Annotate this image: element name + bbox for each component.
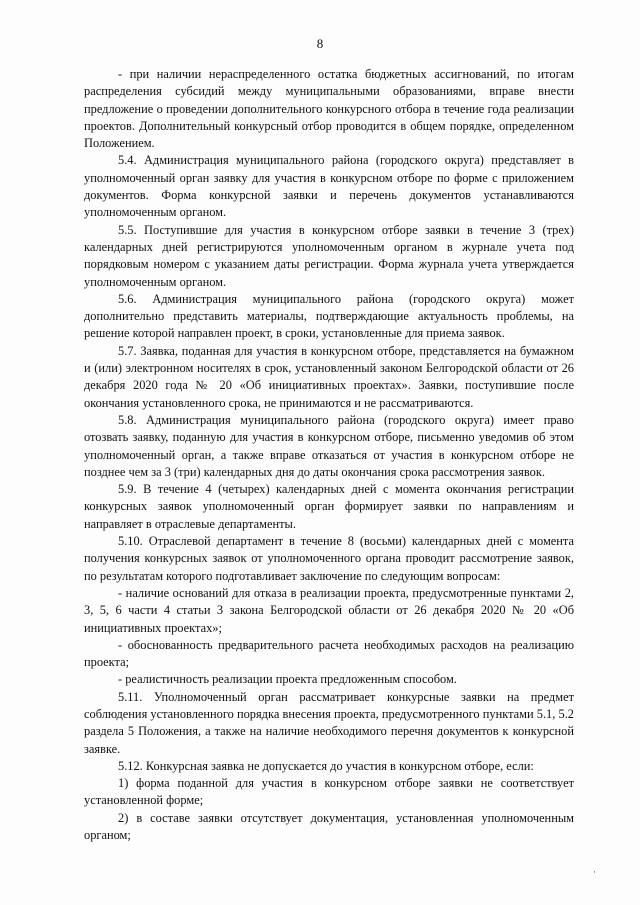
paragraph: 5.12. Конкурсная заявка не допускается до участия в конкурсном отборе, если: <box>118 758 534 773</box>
paragraph: 2) в составе заявки отсутствует документация, установленная уполномоченным органом; <box>84 810 574 843</box>
paragraph: 5.6. Администрация муниципального района (городского округа) может дополнительно представить материалы, подтверждающие актуальность проблемы, на решение которой направлен проект, в сроки, установленные для приема заявок. <box>84 291 574 341</box>
paragraph: - при наличии нераспределенного остатка бюджетных ассигнований, по итогам распределения субсидий между муниципальными образованиями, вправе внести предложение о проведении дополнительного конкурсного отбора в течение года реализации проектов. Дополнительный конкурсный отбор проводится в общем порядке, определенном Положением. <box>84 67 574 151</box>
paragraph: - наличие оснований для отказа в реализации проекта, предусмотренные пунктами 2, 3, 5, 6 части 4 статьи 3 закона Белгородской области от 26 декабря 2020 № 20 «Об инициативных проектах»; <box>84 585 574 635</box>
paragraph: - обоснованность предварительного расчета необходимых расходов на реализацию проекта; <box>84 637 574 670</box>
paragraph: 5.9. В течение 4 (четырех) календарных дней с момента окончания регистрации конкурсных заявок уполномоченный орган формирует заявки по направлениям и направляет в отраслевые департаменты. <box>84 482 574 531</box>
paragraph: 5.8. Администрация муниципального района (городского округа) имеет право отозвать заявку, поданную для участия в конкурсном отборе, письменно уведомив об этом уполномоченный орган, а также вправе отказаться от участия в конкурсном отборе не позднее чем за 3 (три) календарных дня до даты окончания срока рассмотрения заявок. <box>84 412 574 479</box>
document-body <box>84 66 574 844</box>
paragraph: 5.10. Отраслевой департамент в течение 8 (восьми) календарных дней с момента получения конкурсных заявок от уполномоченного органа проводит рассмотрение заявок, по результатам которого подготавливает заключение по следующим вопросам: <box>84 534 574 583</box>
paragraph: 5.11. Уполномоченный орган рассматривает конкурсные заявки на предмет соблюдения установленного порядка внесения проекта, предусмотренного пунктами 5.1, 5.2 раздела 5 Положения, а также на наличие необходимого перечня документов к конкурсной заявке. <box>84 689 574 756</box>
scan-speck: · <box>593 867 596 877</box>
page-number: 8 <box>316 36 324 51</box>
paragraph: - реалистичность реализации проекта предложенным способом. <box>118 672 457 687</box>
paragraph: 5.7. Заявка, поданная для участия в конкурсном отборе, представляется на бумажном и (или) электронном носителях в срок, установленный законом Белгородской области от 26 декабря 2020 года № 20 «Об инициативных проектах». Заявки, поступившие после окончания установленного срока, не принимаются и не рассматриваются. <box>84 343 574 410</box>
paragraph: 5.5. Поступившие для участия в конкурсном отборе заявки в течение 3 (трех) календарных дней регистрируются уполномоченным органом в журнале учета под порядковым номером с указанием даты регистрации. Форма журнала учета утверждается уполномоченным органом. <box>84 222 574 289</box>
paragraph: 1) форма поданной для участия в конкурсном отборе заявки не соответствует установленной форме; <box>84 776 574 808</box>
paragraph: 5.4. Администрация муниципального района (городского округа) представляет в уполномоченный орган заявку для участия в конкурсном отборе по форме с приложением документов. Форма конкурсной заявки и перечень документов устанавливаются уполномоченным органом. <box>84 153 574 220</box>
